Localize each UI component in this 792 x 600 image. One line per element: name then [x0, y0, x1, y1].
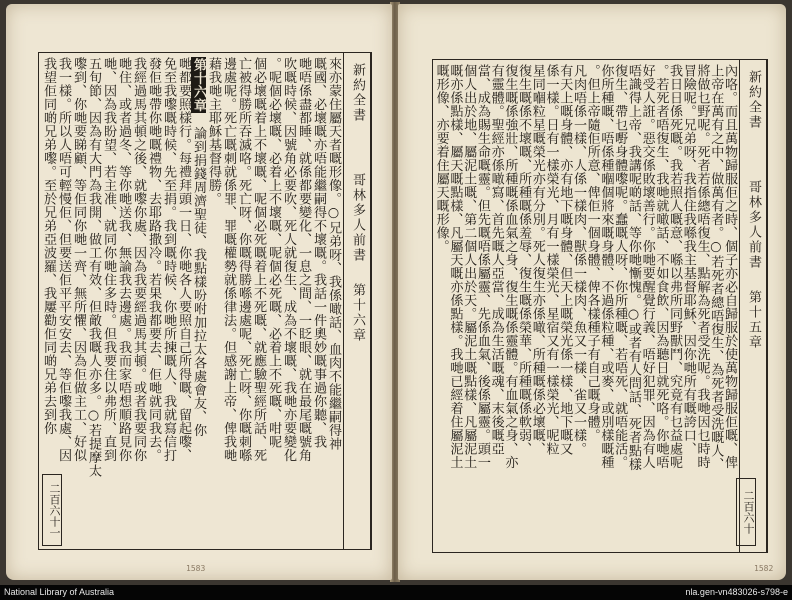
text-column: 我日日係死嘅。我若照人嘅意、喺以弗所同野獸鬥、究竟有乜益處呢 — [667, 64, 683, 469]
left-page-stamp: 1583 — [186, 564, 206, 573]
text-column: 內咯。而且萬物歸服佢之時、個子亦必自歸服於使萬物歸服佢嘅、俾 — [722, 64, 737, 469]
left-header-title: 新約全書 — [350, 63, 365, 123]
text-column: 星同嗰粒星嘅榮光亦有分別。死人復生亦係噉、所種嘅係必壞嘅、 — [529, 64, 545, 456]
left-page-number-text: 二百六十一 — [48, 482, 61, 538]
right-header-chapter: 第十五章 — [746, 290, 761, 350]
text-column: 哋、因為我盼望、若主准、就同你哋住多時。但我要住以弗所、直到 — [101, 57, 116, 462]
text-column: 哋都要照樣行。每禮拜頭一日、你哋各人要照自己所得嘅、留起嚟、 — [176, 57, 191, 462]
text-column: 復生嘅係強壯、所種嘅係血氣之身、復生嘅係靈體。有血氣之身、亦 — [502, 64, 518, 469]
text-column: 邊處呢。死亡嘅刺就係罪、罪嘅權勢就係律法。但感謝上帝、俾我哋 — [221, 57, 236, 462]
text-column: 冒險呢。兄弟呀、我指住我喺我主基督耶穌、因你哋所有嘅誇口、 — [680, 64, 696, 456]
text-column: 嘅亦係點樣、屬天嘅點樣、凡屬天嘅亦係點樣。我哋已經着住屬泥土 — [447, 64, 463, 469]
text-column: 五旬節、因為有大門為我開、做工有效、但敵我嘅人亦多。○若提摩太 — [86, 57, 101, 478]
text-column: 嘅國、必壞嘅亦唔能繼嗣得不壞嘅。我話一件奧妙嘅事過你聽、我 — [311, 57, 326, 449]
text-column: 我一樣。所以人唔可輕慢佢、但要送佢平平安安去、等佢嚟我處、因 — [56, 57, 71, 462]
left-header-book: 哥林多人前書 — [350, 173, 365, 263]
text-column: 將做乜野呢。死者若係總唔復生、點解為死者受洗呢。我哋因乜時時 — [694, 64, 710, 469]
footer-library-name: National Library of Australia — [4, 587, 115, 597]
text-column: 有天上嘅身體、亦有地下嘅身體、但天上嘅榮光係一樣、地下嘅又 — [557, 64, 573, 456]
text-column: 哋住、或者過冬、等你哋送我、無論我去邊處。我而家唔想順路見你 — [116, 57, 131, 462]
text-column: 亡被得勝所吞滅咯。死亡呀、你嘅得勝喺邊處呢、死亡呀、你嘅刺喺 — [236, 57, 251, 462]
text-column: 第十六章 論到捐錢周濟聖徒、我點樣吩咐加拉太各處會友、你 — [191, 58, 206, 437]
chapter-heading-marker: 第十六章 — [191, 58, 206, 112]
text-column: 凡肉唔係一樣、人係一樣肉、獸係一樣肉、魚又一樣、雀又一樣。 — [571, 64, 586, 456]
right-page-number-text: 二百六十 — [742, 490, 755, 534]
text-column: 。若死者唔復生、我哋就噉話、不如食飲、因為聽日就死咯。你哋唔 — [653, 64, 669, 469]
left-page — [6, 4, 392, 580]
left-header-band — [343, 53, 371, 549]
text-column: 發佢哋帶你哋嘅禮物、去耶路撒冷。若果我都要去、佢哋就同我去。 — [146, 57, 161, 462]
text-column: 嘅形像、亦要着住屬天嘅形像。 — [433, 64, 449, 253]
text-column: 有靈體。聖經亦係噉寫、首先嘅人亞當、成為生活嘅魂、末後嘅亞 — [488, 64, 504, 456]
text-column: 好受人誑。惡交係敗壞善行。你哋要醒覺行義、唔好犯罪、因為有人 — [639, 64, 655, 469]
footer-bar — [0, 585, 792, 600]
right-page-number — [736, 478, 756, 546]
text-column: 哋唔係盡都睡、就係都要變化、一息之間、一眨眼、就在最尾嘅號角 — [296, 57, 311, 462]
left-header-chapter: 第十六章 — [350, 283, 365, 343]
text-column: 嚟到、你哋要睇顧、等佢同你哋一齊、無所懼、因為佢做主工、好似 — [71, 57, 86, 462]
left-text-body — [41, 57, 341, 543]
text-column: 我望佢同啲兄弟嚟。至於兄弟亞波羅、我屢勸佢同啲兄弟去到你 — [41, 57, 56, 435]
text-column: 係一樣。日有一樣榮光、月有一樣榮光、星宿又有一樣榮光、呢粒 — [543, 64, 559, 456]
text-column: 免至我嚟嘅時候、先至捐。我到嘅時候、你哋所揀嘅人、我就寫信打 — [161, 57, 176, 462]
text-column: 復生、帶乜嘢身體嚟呢。蠢嘅人呀、你所種嘅、若唔死、就唔能活。 — [612, 64, 628, 469]
right-page — [398, 4, 786, 580]
footer-identifier: nla.gen-vn483026-s798-e — [685, 587, 788, 597]
right-page-stamp: 1582 — [754, 564, 774, 573]
right-header-book: 哥林多人前書 — [746, 180, 761, 270]
text-column: 個人出於地、屬泥土嘅、第二個人出於天。屬泥土嘅點樣、凡屬泥土 — [461, 64, 477, 469]
text-column: 。呢個必壞嘅、必着上不壞嘅、呢個必死嘅、必着上不死嘅、咁呢 — [266, 57, 281, 449]
text-column: 。但上帝隨佢所意、俾佢一個身體、俾各樣種子有自己嘅身體。 — [584, 64, 600, 442]
text-column: 我經過馬其頓之後、就嚟你處、因為我要經過馬其頓。或者我要同你 — [131, 57, 146, 462]
text-column: 上帝在萬有之中、做萬有者。○若死者總唔復生、為死者受洗嘅人、 — [708, 64, 724, 471]
left-page-frame — [38, 52, 372, 550]
text-column: 復生嘅係不壞嘅、所種嘅係羞辱、復生嘅係榮華、所種嘅係軟弱、 — [516, 64, 532, 456]
text-column: 個必壞嘅着上不壞嘅、呢個必死嘅着上不死嘅、就應驗聖經所話、死 — [251, 57, 266, 462]
text-column: 來亦蒙住屬天者嘅形像。○兄弟呀、我係噉話、血肉不能繼嗣得神 — [326, 57, 341, 451]
left-page-number — [42, 474, 62, 546]
text-column: 唔識得上帝、我講呢啲話、等你哋慚愧。○或者有人問話、死者點樣 — [625, 64, 641, 471]
right-text-body — [435, 64, 737, 546]
text-column: 當、成為賜生命嘅靈。但先嘅唔係屬靈、先係血氣、後係屬靈。頭一 — [474, 64, 490, 469]
text-column: 你所種嘅、唔係種嗰個將來嘅身體、不過係粒種、或麥、或別樣嘅種 — [598, 64, 614, 469]
right-page-frame — [432, 59, 768, 553]
right-header-title: 新約全書 — [746, 70, 761, 130]
text-column: 吹嘅時候、因號角必要吹、死人就復生、成為不壞嘅、我哋亦要變化 — [281, 57, 296, 462]
text-column: 藉我哋主耶穌基督得勝。 — [206, 57, 221, 206]
